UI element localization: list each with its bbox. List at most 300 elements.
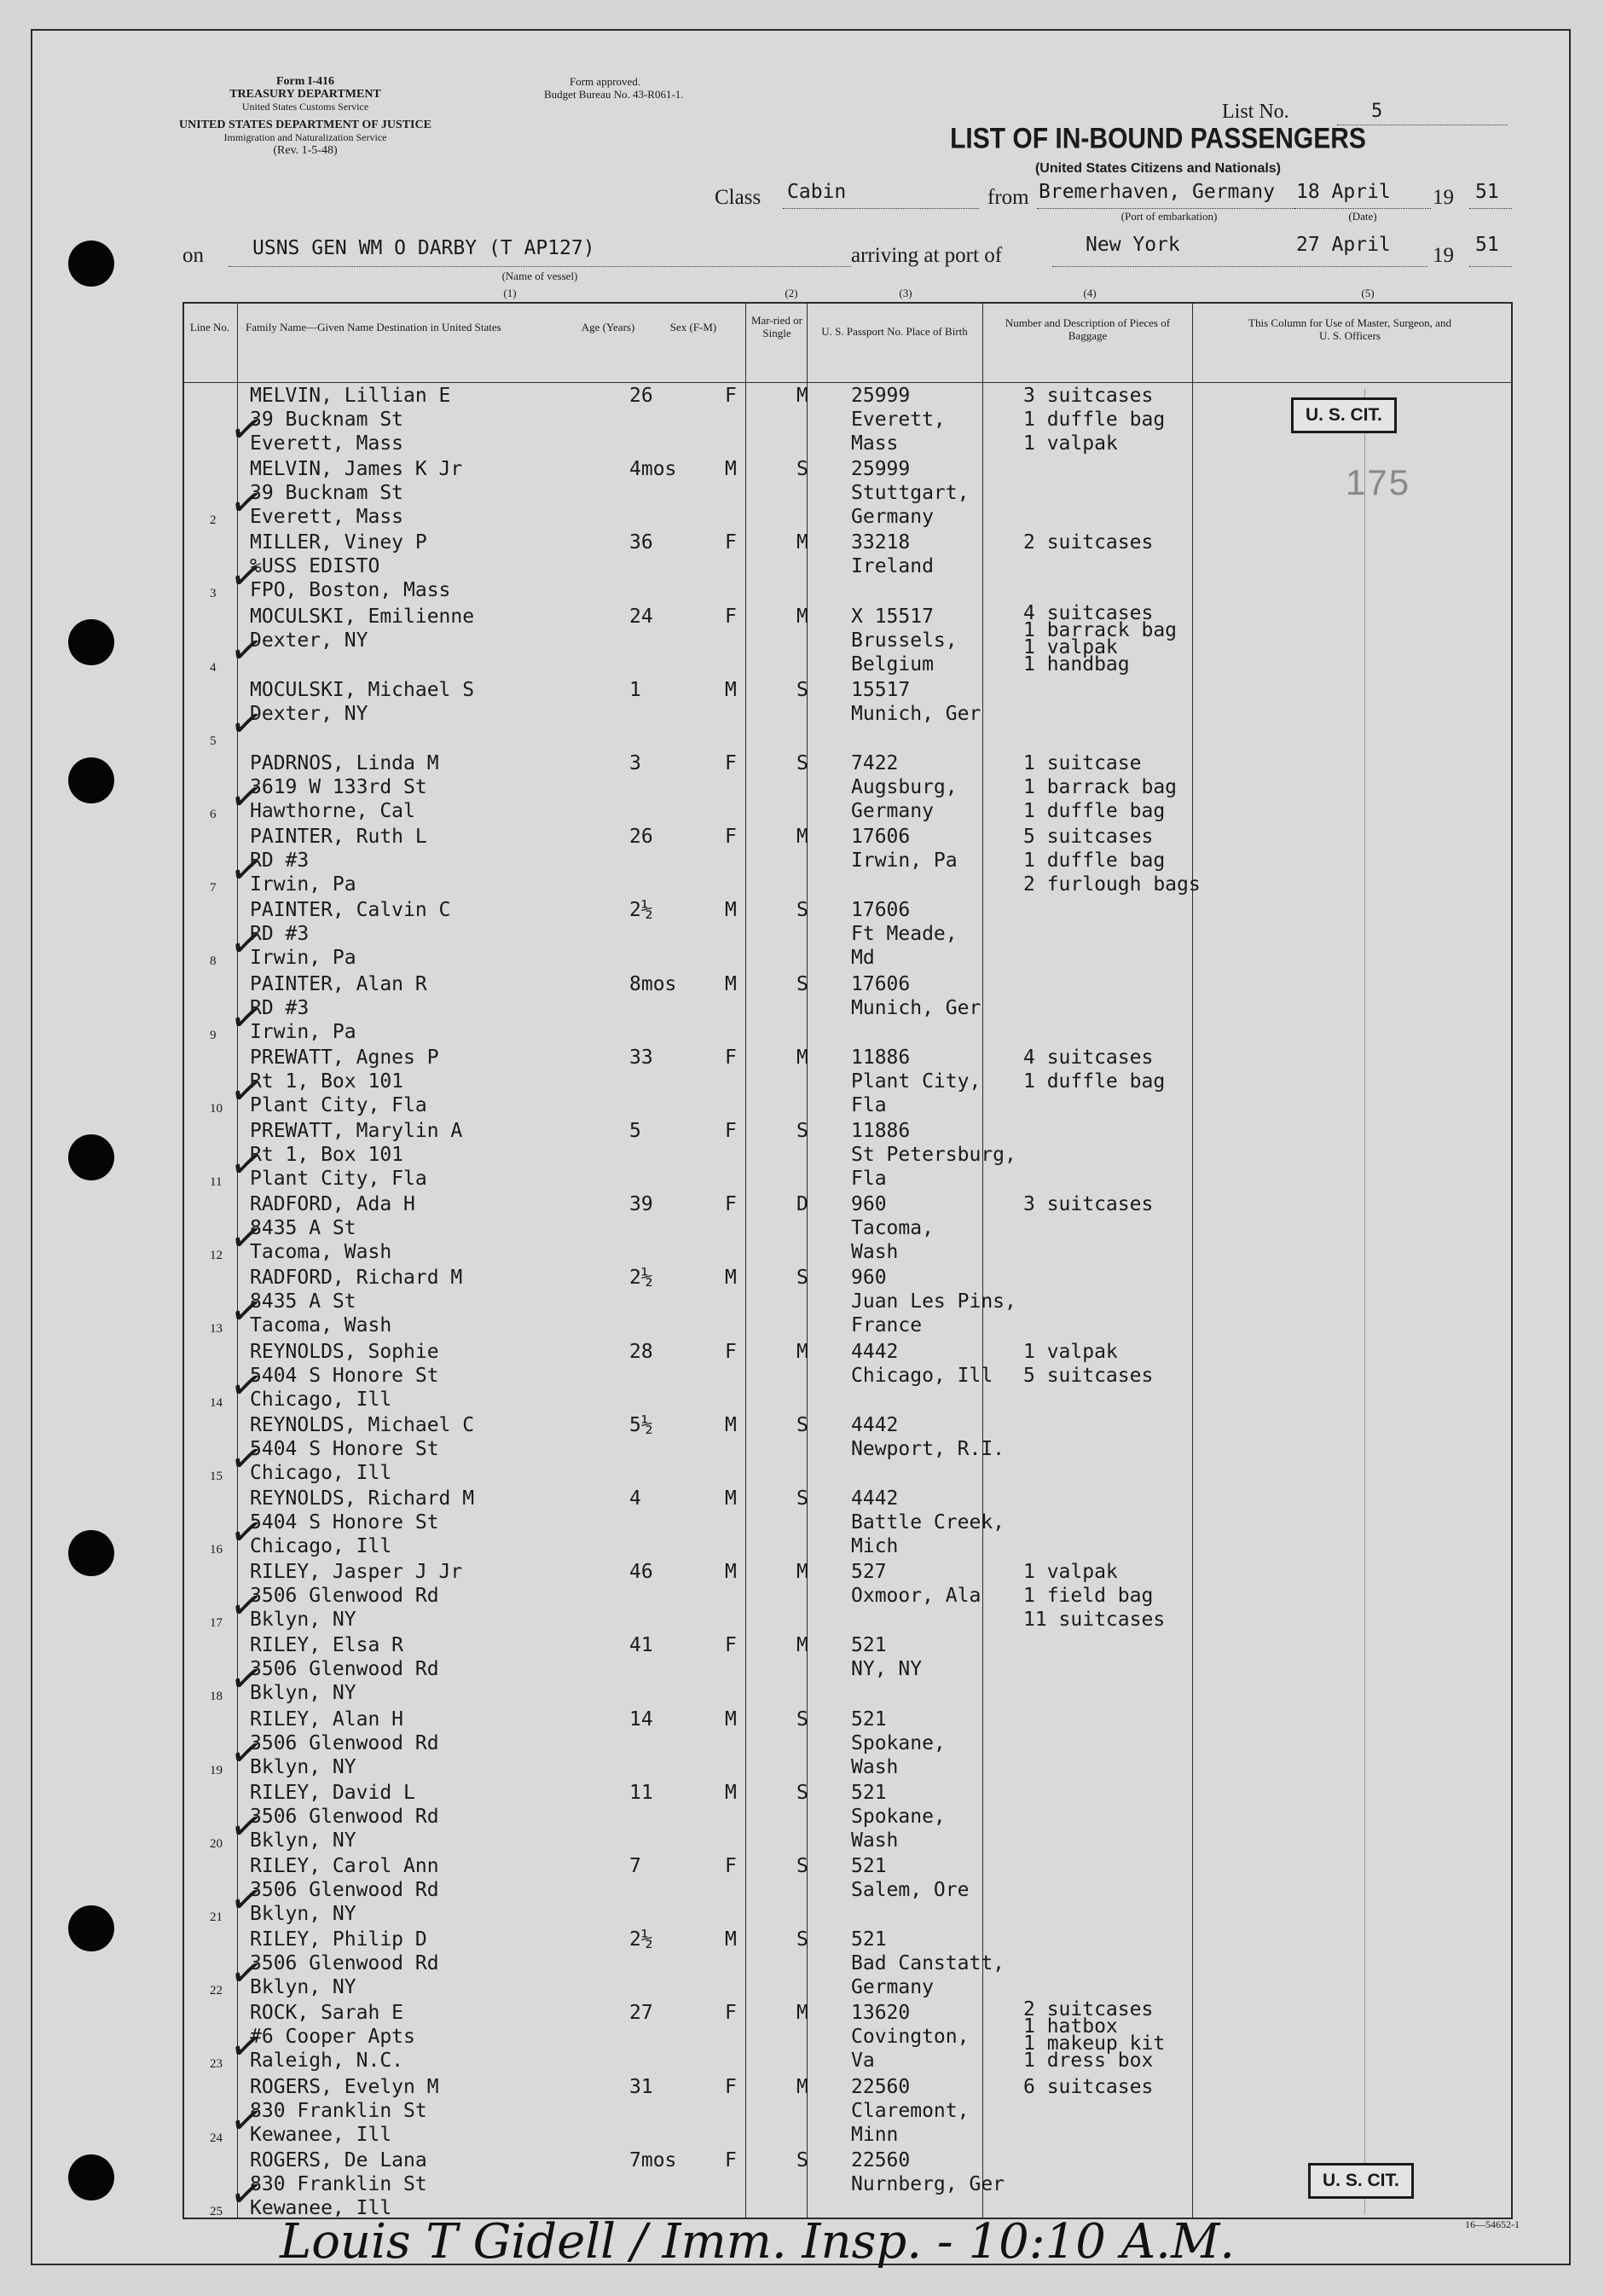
departure-year: 51 (1475, 181, 1499, 203)
inspector-signature: Louis T Gidell / Imm. Insp. - 10:10 A.M. (280, 2214, 1236, 2270)
baggage-item: 1 valpak (1023, 432, 1118, 455)
passport-number: 22560 (851, 2075, 911, 2098)
checkmark-icon: ✓ (226, 403, 267, 455)
passport-number: 11886 (851, 1046, 911, 1069)
line-number: 15 (210, 1469, 223, 1483)
passenger-row (32, 1781, 1572, 1854)
address-line-1: #6 Cooper Apts (250, 2026, 415, 2049)
ins-service: Immigration and Naturalization Service (223, 131, 387, 143)
passenger-name: RILEY, Elsa R (250, 1634, 404, 1657)
passenger-row (32, 1413, 1572, 1487)
passenger-sex: F (725, 385, 737, 407)
birthplace-line-1: Munich, Ger (851, 702, 982, 725)
line-number: 17 (210, 1616, 223, 1631)
checkmark-icon: ✓ (226, 844, 267, 896)
budget-bureau: Budget Bureau No. 43-R061-1. (544, 88, 684, 101)
baggage-item: 11 suitcases (1023, 1609, 1166, 1632)
col-number-4: (4) (1083, 287, 1097, 299)
baggage-item: 2 suitcases (1023, 1998, 1154, 2021)
passenger-sex: F (725, 1855, 737, 1877)
birthplace-line-2: Wash (851, 1241, 899, 1264)
marital-status: S (796, 1781, 808, 1804)
address-line-1: 5404 S Honore St (250, 1364, 439, 1387)
passenger-row (32, 1340, 1572, 1413)
line-number: 8 (210, 954, 217, 969)
birthplace-line-2: Wash (851, 1829, 899, 1852)
checkmark-icon: ✓ (226, 1726, 267, 1778)
passenger-sex: F (725, 605, 737, 628)
form-approved: Form approved. (570, 75, 641, 88)
passenger-age: 8mos (629, 972, 677, 995)
arrival-year-prefix: 19 (1433, 244, 1454, 267)
address-line-2: Irwin, Pa (250, 1020, 356, 1043)
on-label: on (182, 244, 204, 267)
baggage-item: 1 duffle bag (1023, 409, 1166, 431)
checkmark-icon: ✓ (226, 771, 267, 822)
passport-number: 521 (851, 1634, 887, 1657)
address-line-1: 3506 Glenwood Rd (250, 1952, 439, 1975)
marital-status: M (796, 1561, 808, 1584)
page-title: LIST OF IN-BOUND PASSENGERS (950, 122, 1366, 155)
checkmark-icon: ✓ (226, 477, 267, 529)
address-line-1: 39 Bucknam St (250, 409, 404, 431)
passenger-sex: M (725, 458, 737, 481)
punch-hole (68, 2154, 114, 2200)
marital-status: M (796, 605, 808, 628)
baggage-item: 4 suitcases (1023, 1046, 1154, 1069)
checkmark-icon: ✓ (226, 991, 267, 1043)
passenger-row (32, 1633, 1572, 1707)
birthplace-line-1: Ft Meade, (851, 923, 958, 946)
baggage-item: 2 furlough bags (1023, 873, 1201, 896)
arriving-label: arriving at port of (851, 244, 1003, 267)
passenger-sex: F (725, 826, 737, 849)
passenger-age: 41 (629, 1634, 653, 1657)
marital-status: S (796, 1855, 808, 1877)
address-line-2: Chicago, Ill (250, 1535, 392, 1557)
checkmark-icon: ✓ (226, 1212, 267, 1264)
passenger-sex: M (725, 972, 737, 995)
baggage-item: 3 suitcases (1023, 1193, 1154, 1216)
address-line-1: %USS EDISTO (250, 555, 380, 578)
passenger-age: 14 (629, 1708, 653, 1731)
address-line-2: Bklyn, NY (250, 1976, 356, 1999)
address-line-1: 8435 A St (250, 1217, 356, 1240)
passport-number: 521 (851, 1855, 887, 1877)
passenger-row (32, 1928, 1572, 2001)
line-number: 19 (210, 1763, 223, 1777)
birthplace-line-1: Battle Creek, (851, 1511, 1005, 1534)
baggage-item: 1 suitcase (1023, 752, 1142, 774)
line-number: 2 (210, 513, 217, 528)
passenger-name: MELVIN, James K Jr (250, 458, 463, 481)
passenger-row (32, 457, 1572, 531)
address-line-2: Everett, Mass (250, 506, 404, 529)
passenger-age: 33 (629, 1046, 653, 1069)
passenger-row (32, 1560, 1572, 1633)
passenger-age: 31 (629, 2075, 653, 2098)
year-prefix: 19 (1433, 186, 1454, 209)
birthplace-line-1: Stuttgart, (851, 482, 970, 505)
punch-hole (68, 619, 114, 665)
passenger-row (32, 1046, 1572, 1119)
marital-status: S (796, 1267, 808, 1290)
passenger-age: 5½ (629, 1413, 653, 1436)
passenger-name: MILLER, Viney P (250, 531, 427, 554)
col-name-header: Family Name—Given Name Destination in United States (246, 321, 501, 333)
baggage-item: 5 suitcases (1023, 826, 1154, 849)
birthplace-line-2: Minn (851, 2123, 899, 2146)
passenger-age: 24 (629, 605, 653, 628)
birthplace-line-2: France (851, 1314, 923, 1337)
address-line-1: Rt 1, Box 101 (250, 1144, 404, 1166)
passenger-sex: M (725, 1487, 737, 1510)
passenger-age: 3 (629, 752, 641, 774)
line-number: 11 (210, 1175, 223, 1189)
passenger-sex: M (725, 1413, 737, 1436)
arrival-port: New York (1086, 234, 1180, 256)
checkmark-icon: ✓ (226, 623, 267, 675)
marital-status: M (796, 385, 808, 407)
passenger-age: 2½ (629, 899, 653, 922)
class-label: Class (715, 186, 761, 209)
checkmark-icon: ✓ (226, 1359, 267, 1411)
line-number: 7 (210, 881, 217, 896)
passenger-sex: M (725, 1708, 737, 1731)
baggage-item: 1 field bag (1023, 1585, 1154, 1608)
address-line-2: Bklyn, NY (250, 1609, 356, 1632)
passenger-row (32, 1192, 1572, 1266)
form-header-left (169, 75, 442, 157)
birthplace-line-1: Newport, R.I. (851, 1437, 1005, 1460)
passenger-age: 26 (629, 826, 653, 849)
passenger-name: ROGERS, De Lana (250, 2148, 427, 2171)
passport-number: 4442 (851, 1413, 899, 1436)
address-line-1: 3506 Glenwood Rd (250, 1585, 439, 1608)
form-number: Form I-416 (275, 75, 335, 88)
birthplace-line-2: Germany (851, 506, 934, 529)
birthplace-line-1: Plant City, (851, 1070, 982, 1093)
baggage-item: 1 duffle bag (1023, 1070, 1166, 1093)
marital-status: S (796, 1413, 808, 1436)
passenger-sex: F (725, 2002, 737, 2025)
address-line-1: 3506 Glenwood Rd (250, 1658, 439, 1681)
passenger-name: REYNOLDS, Richard M (250, 1487, 475, 1510)
birthplace-line-1: Irwin, Pa (851, 849, 958, 873)
passenger-name: ROGERS, Evelyn M (250, 2075, 439, 2098)
passport-number: 521 (851, 1781, 887, 1804)
passenger-age: 1 (629, 678, 641, 701)
passenger-age: 11 (629, 1781, 653, 1804)
baggage-item: 1 valpak (1023, 1340, 1118, 1363)
address-line-2: Tacoma, Wash (250, 1314, 392, 1337)
birthplace-line-1: Ireland (851, 555, 934, 578)
passenger-name: REYNOLDS, Michael C (250, 1413, 475, 1436)
passenger-name: RILEY, Philip D (250, 1928, 427, 1951)
address-line-2: Raleigh, N.C. (250, 2050, 404, 2073)
line-number: 14 (210, 1395, 223, 1410)
address-line-2: Plant City, Fla (250, 1093, 427, 1116)
passenger-row (32, 1119, 1572, 1192)
passenger-row (32, 1708, 1572, 1781)
address-line-1: Rt 1, Box 101 (250, 1070, 404, 1093)
marital-status: S (796, 1120, 808, 1142)
passport-number: 4442 (851, 1487, 899, 1510)
line-number: 24 (210, 2131, 223, 2145)
passenger-name: RILEY, Carol Ann (250, 1855, 439, 1877)
address-line-1: 8435 A St (250, 1290, 356, 1313)
passenger-age: 5 (629, 1120, 641, 1142)
us-citizen-stamp-bottom: U. S. CIT. (1308, 2163, 1414, 2199)
page-subtitle: (United States Citizens and Nationals) (1034, 161, 1282, 176)
baggage-item: 1 handbag (1023, 652, 1130, 675)
passenger-name: RADFORD, Richard M (250, 1267, 463, 1290)
passenger-sex: F (725, 1046, 737, 1069)
line-number: 10 (210, 1101, 223, 1116)
from-value: Bremerhaven, Germany (1039, 181, 1275, 203)
line-number: 5 (210, 733, 217, 748)
checkmark-icon: ✓ (226, 550, 267, 602)
punch-hole (68, 1905, 114, 1951)
col-officers-header: This Column for Use of Master, Surgeon, and U. S. Officers (1248, 316, 1451, 342)
checkmark-icon: ✓ (226, 1653, 267, 1705)
address-line-1: 830 Franklin St (250, 2099, 427, 2122)
baggage-item: 1 hatbox (1023, 2015, 1118, 2038)
line-number: 23 (210, 2057, 223, 2072)
line-number: 22 (210, 1984, 223, 1998)
passenger-name: RILEY, David L (250, 1781, 415, 1804)
line-number: 21 (210, 1910, 223, 1924)
passport-number: 17606 (851, 899, 911, 922)
marital-status: M (796, 1046, 808, 1069)
passport-number: 13620 (851, 2002, 911, 2025)
baggage-item: 1 valpak (1023, 1561, 1118, 1584)
baggage-item: 1 duffle bag (1023, 800, 1166, 822)
address-line-2: Chicago, Ill (250, 1388, 392, 1411)
marital-status: M (796, 826, 808, 849)
birthplace-line-1: Juan Les Pins, (851, 1290, 1016, 1313)
passenger-row (32, 898, 1572, 971)
checkmark-icon: ✓ (226, 1874, 267, 1925)
marital-status: M (796, 1634, 808, 1657)
punch-hole (68, 1134, 114, 1180)
col-married-header: Mar-ried or Single (750, 314, 803, 339)
address-line-1: RD #3 (250, 849, 310, 873)
address-line-1: 3506 Glenwood Rd (250, 1879, 439, 1901)
address-line-2: Hawthorne, Cal (250, 800, 415, 822)
passenger-sex: F (725, 1340, 737, 1363)
baggage-item: 6 suitcases (1023, 2075, 1154, 2098)
passport-number: X 15517 (851, 605, 934, 628)
passport-number: 960 (851, 1193, 887, 1216)
address-line-2: Tacoma, Wash (250, 1241, 392, 1264)
punch-hole (68, 241, 114, 287)
passenger-age: 36 (629, 531, 653, 554)
checkmark-icon: ✓ (226, 1800, 267, 1852)
birthplace-line-1: Salem, Ore (851, 1879, 970, 1901)
birthplace-line-2: Va (851, 2050, 875, 2073)
baggage-item: 4 suitcases (1023, 601, 1154, 624)
checkmark-icon: ✓ (226, 2167, 267, 2219)
passport-number: 15517 (851, 678, 911, 701)
line-number: 4 (210, 660, 217, 675)
passenger-name: RADFORD, Ada H (250, 1193, 415, 1216)
passport-number: 22560 (851, 2148, 911, 2171)
birthplace-line-2: Wash (851, 1755, 899, 1778)
us-citizen-stamp-top: U. S. CIT. (1291, 397, 1397, 433)
passenger-age: 4 (629, 1487, 641, 1510)
arrival-date: 27 April (1296, 234, 1391, 256)
checkmark-icon: ✓ (226, 2021, 267, 2073)
checkmark-icon: ✓ (226, 1580, 267, 1632)
birthplace-line-2: Germany (851, 1976, 934, 1999)
col-number-2: (2) (785, 287, 798, 299)
passenger-sex: F (725, 2075, 737, 2098)
passenger-row (32, 972, 1572, 1046)
passenger-name: PAINTER, Ruth L (250, 826, 427, 849)
passenger-sex: M (725, 1781, 737, 1804)
passenger-sex: F (725, 2148, 737, 2171)
passenger-row (32, 1266, 1572, 1339)
passenger-name: RILEY, Alan H (250, 1708, 404, 1731)
birthplace-line-1: Augsburg, (851, 776, 958, 798)
col-sex-header: Sex (F-M) (669, 321, 717, 333)
address-line-2: Bklyn, NY (250, 1682, 356, 1705)
address-line-1: 3619 W 133rd St (250, 776, 427, 798)
birthplace-line-1: Munich, Ger (851, 996, 982, 1019)
passenger-sex: M (725, 678, 737, 701)
customs-service: United States Customs Service (241, 101, 369, 113)
form-approval (544, 75, 834, 101)
from-label: from (987, 186, 1029, 209)
list-number-value: 5 (1371, 101, 1383, 122)
passenger-sex: M (725, 1267, 737, 1290)
justice-department: UNITED STATES DEPARTMENT OF JUSTICE (179, 119, 431, 131)
birthplace-line-1: Spokane, (851, 1731, 946, 1754)
passenger-age: 7mos (629, 2148, 677, 2171)
passport-number: 11886 (851, 1120, 911, 1142)
passenger-sex: F (725, 1193, 737, 1216)
address-line-1: RD #3 (250, 996, 310, 1019)
marital-status: D (796, 1193, 808, 1216)
form-revision: (Rev. 1-5-48) (273, 144, 338, 157)
address-line-2: Everett, Mass (250, 432, 404, 455)
passenger-name: ROCK, Sarah E (250, 2002, 404, 2025)
passport-number: 33218 (851, 531, 911, 554)
passenger-sex: M (725, 1561, 737, 1584)
passenger-age: 27 (629, 2002, 653, 2025)
passenger-name: RILEY, Jasper J Jr (250, 1561, 463, 1584)
passport-number: 25999 (851, 458, 911, 481)
birthplace-line-2: Germany (851, 800, 934, 822)
address-line-2: Chicago, Ill (250, 1461, 392, 1484)
embarkation-caption: (Port of embarkation) (1120, 210, 1218, 223)
vessel-name: USNS GEN WM O DARBY (T AP127) (252, 237, 595, 259)
line-number: 13 (210, 1322, 223, 1336)
passport-number: 17606 (851, 972, 911, 995)
address-line-2: Bklyn, NY (250, 1903, 356, 1925)
col-number-3: (3) (899, 287, 912, 299)
marital-status: S (796, 972, 808, 995)
passenger-name: MOCULSKI, Michael S (250, 678, 475, 701)
passenger-age: 4mos (629, 458, 677, 481)
col-age-header: Age (Years) (581, 321, 635, 333)
passenger-name: MELVIN, Lillian E (250, 385, 451, 407)
birthplace-line-2: Mich (851, 1535, 899, 1557)
col-baggage-header: Number and Description of Pieces of Baggage (1005, 316, 1171, 342)
passenger-sex: M (725, 1928, 737, 1951)
baggage-item: 3 suitcases (1023, 385, 1154, 407)
birthplace-line-1: Bad Canstatt, (851, 1952, 1005, 1975)
marital-status: S (796, 2148, 808, 2171)
birthplace-line-1: Chicago, Ill (851, 1364, 993, 1387)
vessel-caption: (Name of vessel) (501, 270, 578, 282)
passenger-age: 2½ (629, 1928, 653, 1951)
number-175: 175 (1346, 462, 1411, 502)
address-line-1: 3506 Glenwood Rd (250, 1805, 439, 1828)
departure-date: 18 April (1296, 181, 1391, 203)
address-line-1: 5404 S Honore St (250, 1511, 439, 1534)
marital-status: S (796, 1708, 808, 1731)
birthplace-line-1: NY, NY (851, 1658, 923, 1681)
birthplace-line-2: Mass (851, 432, 899, 455)
passport-number: 17606 (851, 826, 911, 849)
marital-status: S (796, 899, 808, 922)
passenger-age: 46 (629, 1561, 653, 1584)
passport-number: 4442 (851, 1340, 899, 1363)
birthplace-line-1: St Petersburg, (851, 1144, 1016, 1166)
passenger-age: 26 (629, 385, 653, 407)
baggage-item: 5 suitcases (1023, 1364, 1154, 1387)
marital-status: M (796, 2002, 808, 2025)
marital-status: S (796, 752, 808, 774)
address-line-2: Irwin, Pa (250, 873, 356, 896)
checkmark-icon: ✓ (226, 918, 267, 970)
birthplace-line-2: Fla (851, 1093, 887, 1116)
address-line-2: Plant City, Fla (250, 1168, 427, 1190)
checkmark-icon: ✓ (226, 1432, 267, 1484)
passport-number: 25999 (851, 385, 911, 407)
passenger-row (32, 1998, 1572, 2074)
address-line-1: Dexter, NY (250, 702, 368, 725)
passport-number: 521 (851, 1928, 887, 1951)
marital-status: S (796, 1928, 808, 1951)
birthplace-line-1: Everett, (851, 409, 946, 431)
passenger-sex: F (725, 1634, 737, 1657)
checkmark-icon: ✓ (226, 1506, 267, 1557)
checkmark-icon: ✓ (226, 1285, 267, 1337)
address-line-2: Bklyn, NY (250, 1755, 356, 1778)
arrival-year: 51 (1475, 234, 1499, 256)
passenger-name: MOCULSKI, Emilienne (250, 605, 475, 628)
footer-code: 16—54652-1 (1465, 2218, 1520, 2230)
birthplace-line-2: Fla (851, 1168, 887, 1190)
passenger-age: 28 (629, 1340, 653, 1363)
date-caption: (Date) (1348, 210, 1377, 223)
line-number: 9 (210, 1028, 217, 1042)
passenger-age: 7 (629, 1855, 641, 1877)
address-line-2: FPO, Boston, Mass (250, 579, 451, 602)
passenger-row (32, 751, 1572, 825)
checkmark-icon: ✓ (226, 1947, 267, 1999)
checkmark-icon: ✓ (226, 1139, 267, 1190)
checkmark-icon: ✓ (226, 1064, 267, 1116)
treasury-department: TREASURY DEPARTMENT (229, 88, 381, 101)
baggage-item: 1 valpak (1023, 635, 1118, 658)
checkmark-icon: ✓ (226, 2094, 267, 2146)
col-number-5: (5) (1361, 287, 1375, 299)
birthplace-line-1: Oxmoor, Ala (851, 1585, 982, 1608)
